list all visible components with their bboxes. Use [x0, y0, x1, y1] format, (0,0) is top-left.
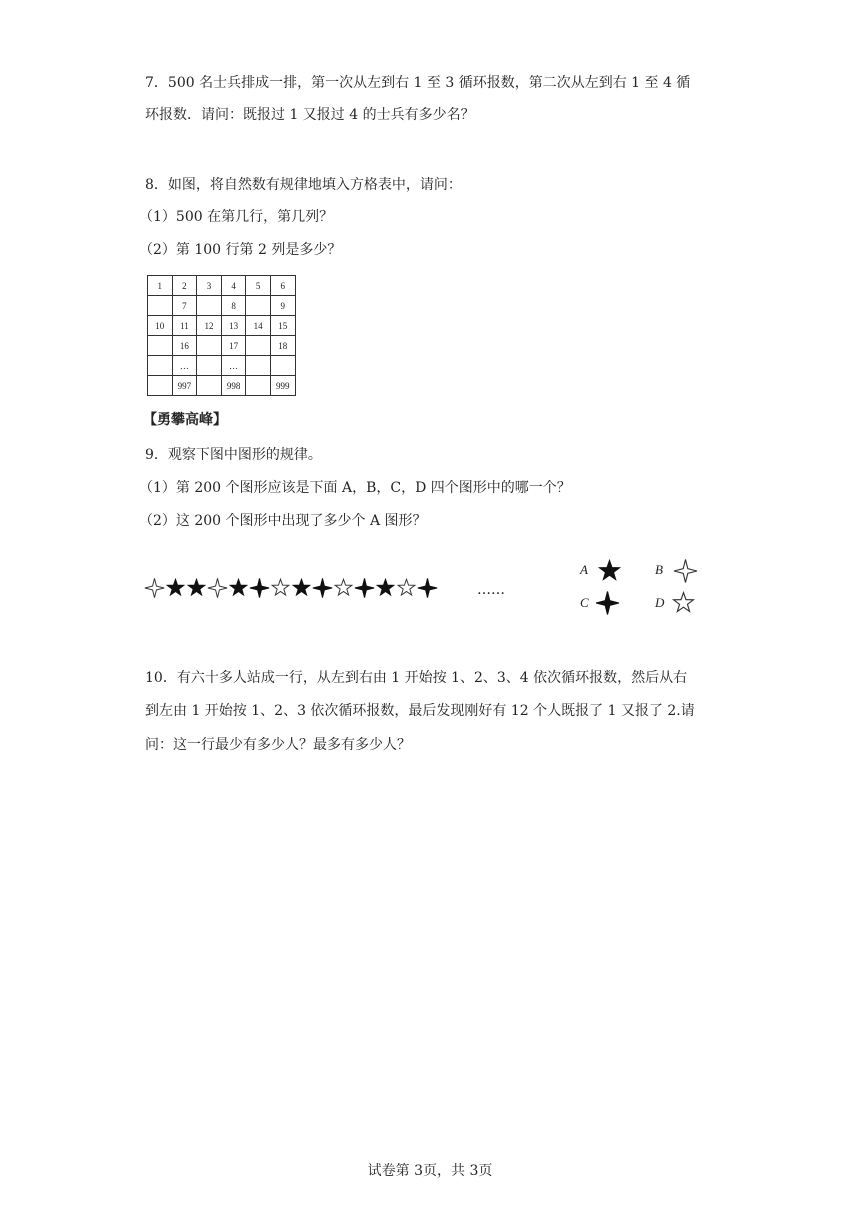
- outline-five-point-star-icon: [671, 590, 696, 616]
- q9-sub-2: （2）这 200 个图形中出现了多少个 A 图形？: [139, 513, 427, 529]
- q7-line-2: 环报数．请问：既报过 1 又报过 4 的士兵有多少名？: [145, 107, 475, 123]
- grid-cell: 18: [270, 336, 295, 356]
- outline-five-point-star-icon: [333, 576, 354, 600]
- outline-five-point-star-icon: [396, 576, 417, 600]
- grid-cell: 6: [270, 276, 295, 296]
- grid-cell: 16: [172, 336, 197, 356]
- outline-five-point-star-icon: [270, 576, 291, 600]
- q8-sub-1: （1）500 在第几行，第几列？: [139, 209, 334, 225]
- q10-line-1: 10．有六十多人站成一行，从左到右由 1 开始按 1、2、3、4 依次循环报数，然后从右: [145, 670, 688, 686]
- grid-cell: 17: [221, 336, 246, 356]
- grid-cell: [246, 296, 271, 316]
- q9-sub-1: （1）第 200 个图形应该是下面 A，B，C，D 四个图形中的哪一个？: [139, 480, 571, 496]
- q10-line-2: 到左由 1 开始按 1、2、3 依次循环报数，最后发现刚好有 12 个人既报了 1 又报了 2.请: [145, 703, 695, 719]
- option-label-a: A: [580, 562, 588, 577]
- grid-cell: 997: [172, 376, 197, 396]
- grid-cell: …: [221, 356, 246, 376]
- grid-cell: 999: [270, 376, 295, 396]
- grid-cell: [197, 356, 222, 376]
- grid-row: [148, 276, 296, 296]
- black-five-point-star-icon: [291, 576, 312, 600]
- grid-cell: 12: [197, 316, 222, 336]
- black-four-point-star-icon: [595, 590, 620, 616]
- grid-row: [148, 316, 296, 336]
- grid-cell: 2: [172, 276, 197, 296]
- grid-cell: 7: [172, 296, 197, 316]
- black-four-point-star-icon: [249, 576, 270, 600]
- grid-cell: 3: [197, 276, 222, 296]
- grid-cell: 998: [221, 376, 246, 396]
- black-four-point-star-icon: [312, 576, 333, 600]
- grid-cell: 10: [148, 316, 173, 336]
- sequence-ellipsis: ……: [477, 582, 505, 598]
- option-label-d: D: [655, 595, 665, 610]
- section-title: 【勇攀高峰】: [143, 412, 227, 428]
- black-five-point-star-icon: [165, 576, 186, 600]
- grid-cell: [246, 376, 271, 396]
- black-five-point-star-icon: [228, 576, 249, 600]
- page-footer: 试卷第 3页，共 3页: [367, 1163, 493, 1179]
- grid-cell: [197, 376, 222, 396]
- number-grid-table: [147, 275, 296, 396]
- grid-cell: [148, 356, 173, 376]
- grid-cell: [197, 296, 222, 316]
- q8-title: 8．如图，将自然数有规律地填入方格表中，请问：: [145, 177, 462, 193]
- q10-line-3: 问：这一行最少有多少人？最多有多少人？: [145, 737, 411, 753]
- grid-cell: [246, 356, 271, 376]
- grid-row: [148, 356, 296, 376]
- grid-row: [148, 336, 296, 356]
- outline-four-point-star-icon: [207, 576, 228, 600]
- option-label-b: B: [655, 562, 663, 577]
- shape-sequence: [144, 576, 438, 604]
- black-five-point-star-icon: [597, 558, 622, 584]
- black-four-point-star-icon: [354, 576, 375, 600]
- black-four-point-star-icon: [417, 576, 438, 600]
- grid-cell: [148, 336, 173, 356]
- grid-row: [148, 376, 296, 396]
- grid-cell: 5: [246, 276, 271, 296]
- outline-four-point-star-icon: [673, 558, 698, 584]
- option-label-c: C: [580, 595, 589, 610]
- q7-line-1: 7．500 名士兵排成一排，第一次从左到右 1 至 3 循环报数，第二次从左到右 1 至 4 循: [145, 75, 691, 91]
- grid-cell: …: [172, 356, 197, 376]
- outline-four-point-star-icon: [144, 576, 165, 600]
- grid-row: [148, 296, 296, 316]
- grid-cell: 13: [221, 316, 246, 336]
- grid-cell: [148, 296, 173, 316]
- grid-cell: [148, 376, 173, 396]
- grid-cell: 8: [221, 296, 246, 316]
- q8-sub-2: （2）第 100 行第 2 列是多少？: [139, 242, 342, 258]
- grid-cell: 1: [148, 276, 173, 296]
- grid-cell: 4: [221, 276, 246, 296]
- q9-title: 9．观察下图中图形的规律。: [145, 447, 322, 463]
- grid-cell: [246, 336, 271, 356]
- grid-cell: [270, 356, 295, 376]
- grid-cell: 9: [270, 296, 295, 316]
- black-five-point-star-icon: [186, 576, 207, 600]
- grid-cell: 11: [172, 316, 197, 336]
- grid-cell: [197, 336, 222, 356]
- grid-cell: 14: [246, 316, 271, 336]
- grid-cell: 15: [270, 316, 295, 336]
- black-five-point-star-icon: [375, 576, 396, 600]
